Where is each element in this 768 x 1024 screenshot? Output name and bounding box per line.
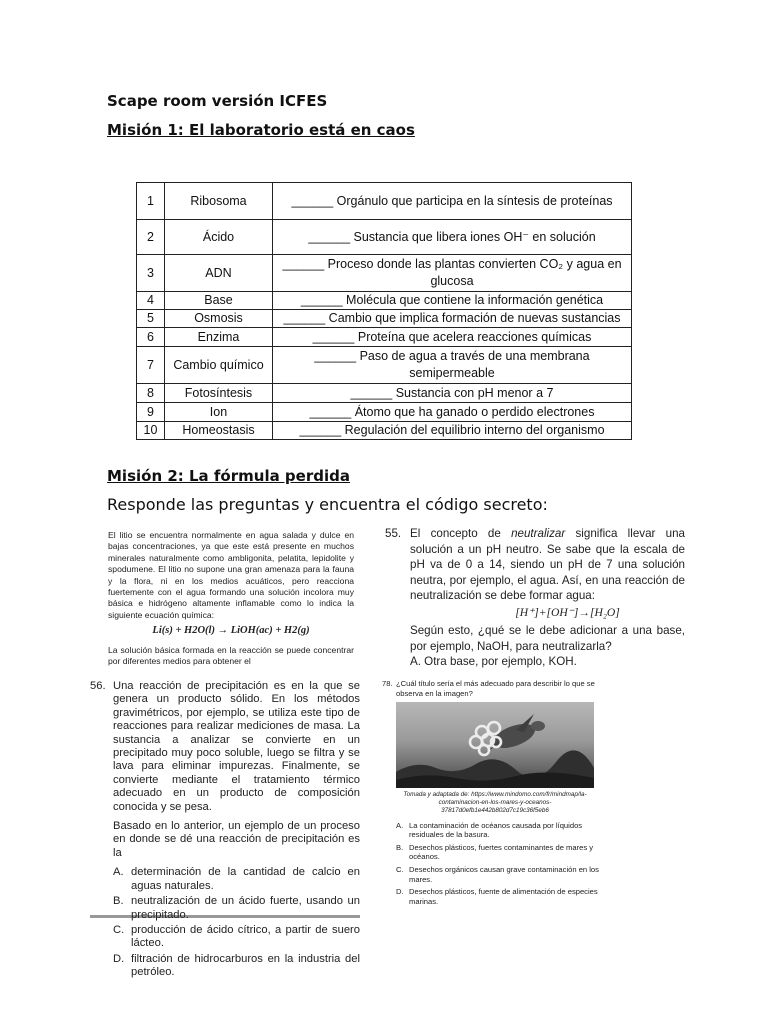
table-row — [137, 384, 632, 403]
option-letter: B. — [396, 842, 404, 852]
option-text: Desechos orgánicos causan grave contaminación en los mares. — [409, 864, 599, 884]
text-part: El concepto de — [410, 527, 512, 540]
option-letter: D. — [113, 952, 125, 965]
option-letter: B. — [113, 895, 124, 908]
table-row — [137, 183, 632, 220]
question-55-prompt: Según esto, ¿qué se le debe adicionar a una base, por ejemplo, NaOH, para neutralizarla? — [410, 624, 685, 653]
table-row — [137, 255, 632, 292]
option-text: neutralización de un ácido fuerte, usando un precipitado. — [131, 895, 360, 921]
definition-cell: ______ Átomo que ha ganado o perdido electrones — [273, 403, 632, 422]
definition-cell: ______ Sustancia con pH menor a 7 — [273, 384, 632, 403]
lithium-equation: Li(s) + H2O(l) → LiOH(ac) + H2(g) — [152, 625, 310, 637]
option-a — [113, 866, 360, 893]
option-a — [396, 821, 612, 840]
option-c — [113, 924, 360, 951]
neutralization-equation: [H⁺]+[OH⁻]→[H₂O] — [515, 605, 620, 619]
option-b — [113, 895, 360, 922]
definition-cell: ______ Paso de agua a través de una membrana semipermeable — [273, 347, 632, 384]
table-row — [137, 328, 632, 347]
image-source-caption: Tomada y adaptada de: https://www.mindomo.com/fr/mindmap/la-contaminacion-en-los-mares-y-oceanos-37817d0efb1e442b802d7c19c36f5eb6 — [403, 791, 587, 814]
row-number: 7 — [137, 347, 165, 384]
row-number: 1 — [137, 183, 165, 220]
question-number: 78. — [382, 679, 393, 688]
question-number: 56. — [90, 680, 106, 692]
document-title: Scape room versión ICFES — [107, 92, 328, 110]
table-row — [137, 220, 632, 255]
mission-2-instructions: Responde las preguntas y encuentra el código secreto: — [107, 495, 548, 514]
table-row — [137, 422, 632, 440]
turtle-plastic-illustration — [396, 702, 594, 788]
definition-cell: ______ Proteína que acelera reacciones químicas — [273, 328, 632, 347]
table-row — [137, 292, 632, 310]
table-row — [137, 403, 632, 422]
text-part: significa llevar una solución a un pH neutro. Se sabe que la escala de pH va de 0 a 14, siendo un pH de 7 una solución neutra, por ejemplo, el agua. Así, en una reacción de neutralización se debe formar agua: — [410, 527, 685, 602]
definition-cell: ______ Sustancia que libera iones OH⁻ en solución — [273, 220, 632, 255]
question-55-clip — [385, 526, 685, 676]
row-number: 3 — [137, 255, 165, 292]
option-a: A. Otra base, por ejemplo, KOH. — [410, 655, 577, 668]
question-56-context: Una reacción de precipitación es en la que se genera un producto sólido. En los métodos gravimétricos, por ejemplo, se utiliza este tipo de reacciones para realizar mediciones de masa. La sustancia a analizar se convierte en un precipitado muy poco soluble, luego se filtra y se lava para eliminar impurezas. Finalmente, se convierte mediante el tratamiento térmico adecuado en un producto de composición conocida y se pesa. — [113, 680, 360, 813]
row-number: 10 — [137, 422, 165, 440]
term-cell: Ribosoma — [165, 183, 273, 220]
question-78-stem: ¿Cuál título sería el más adecuado para describir lo que se observa en la imagen? — [396, 679, 595, 698]
option-letter: A. — [396, 820, 404, 830]
option-text: Desechos plásticos, fuertes contaminantes de mares y océanos. — [409, 842, 594, 862]
question-number: 55. — [385, 527, 402, 540]
option-d — [113, 953, 360, 980]
row-number: 5 — [137, 310, 165, 328]
term-cell: Homeostasis — [165, 422, 273, 440]
option-letter: C. — [396, 864, 404, 874]
emphasized-term: neutralizar — [511, 527, 566, 540]
definition-cell: ______ Cambio que implica formación de nuevas sustancias — [273, 310, 632, 328]
term-cell: Cambio químico — [165, 347, 273, 384]
question-56-clip — [90, 677, 360, 979]
definition-cell: ______ Regulación del equilibrio interno del organismo — [273, 422, 632, 440]
definition-cell: ______ Proceso donde las plantas convierten CO₂ y agua en glucosa — [273, 255, 632, 292]
lithium-question-clip — [108, 530, 354, 678]
question-56-prompt: Basado en lo anterior, un ejemplo de un proceso en donde se dé una reacción de precipitación es la — [113, 820, 360, 859]
mission-1-heading: Misión 1: El laboratorio está en caos — [107, 121, 415, 139]
row-number: 4 — [137, 292, 165, 310]
option-text: determinación de la cantidad de calcio en aguas naturales. — [131, 866, 360, 892]
table-row — [137, 347, 632, 384]
mission-1-table — [136, 182, 632, 440]
lithium-paragraph-2: La solución básica formada en la reacción se puede concentrar por diferentes medios para obtener el — [108, 644, 354, 667]
option-letter: C. — [113, 923, 125, 936]
definition-cell: ______ Molécula que contiene la información genética — [273, 292, 632, 310]
option-text: La contaminación de océanos causada por líquidos residuales de la basura. — [409, 820, 583, 840]
definition-cell: ______ Orgánulo que participa en la síntesis de proteínas — [273, 183, 632, 220]
row-number: 8 — [137, 384, 165, 403]
term-cell: Enzima — [165, 328, 273, 347]
lithium-paragraph: El litio se encuentra normalmente en agua salada y dulce en bajas concentraciones, ya que este está presente en muchos minerales naturalmente como ambligonita, pelatita, lepidolite y spodumene. El litio no supone una gran amenaza para la fauna y la flora, ni en los medios acuáticos, pero reacciona fuertemente con el agua formando una solución incolora muy básica e hidrógeno altamente inflamable como lo indica la siguiente ecuación química: — [108, 530, 354, 620]
option-c — [396, 865, 612, 884]
option-text: producción de ácido cítrico, a partir de suero lácteo. — [131, 923, 360, 950]
question-55-text — [410, 526, 685, 604]
term-cell: Fotosíntesis — [165, 384, 273, 403]
sea-turtle-plastic-photo — [396, 702, 594, 788]
option-letter: A. — [113, 866, 124, 879]
question-78-clip — [382, 677, 612, 917]
table-row — [137, 310, 632, 328]
option-text: filtración de hidrocarburos en la industria del petróleo. — [131, 952, 360, 979]
option-letter: D. — [396, 887, 404, 897]
option-text: Desechos plásticos, fuente de alimentación de especies marinas. — [409, 887, 598, 906]
term-cell: Osmosis — [165, 310, 273, 328]
row-number: 6 — [137, 328, 165, 347]
option-b — [396, 843, 612, 862]
mission-2-heading: Misión 2: La fórmula perdida — [107, 467, 350, 485]
term-cell: Ion — [165, 403, 273, 422]
term-cell: ADN — [165, 255, 273, 292]
term-cell: Base — [165, 292, 273, 310]
row-number: 9 — [137, 403, 165, 422]
row-number: 2 — [137, 220, 165, 255]
term-cell: Ácido — [165, 220, 273, 255]
option-d — [396, 887, 612, 906]
